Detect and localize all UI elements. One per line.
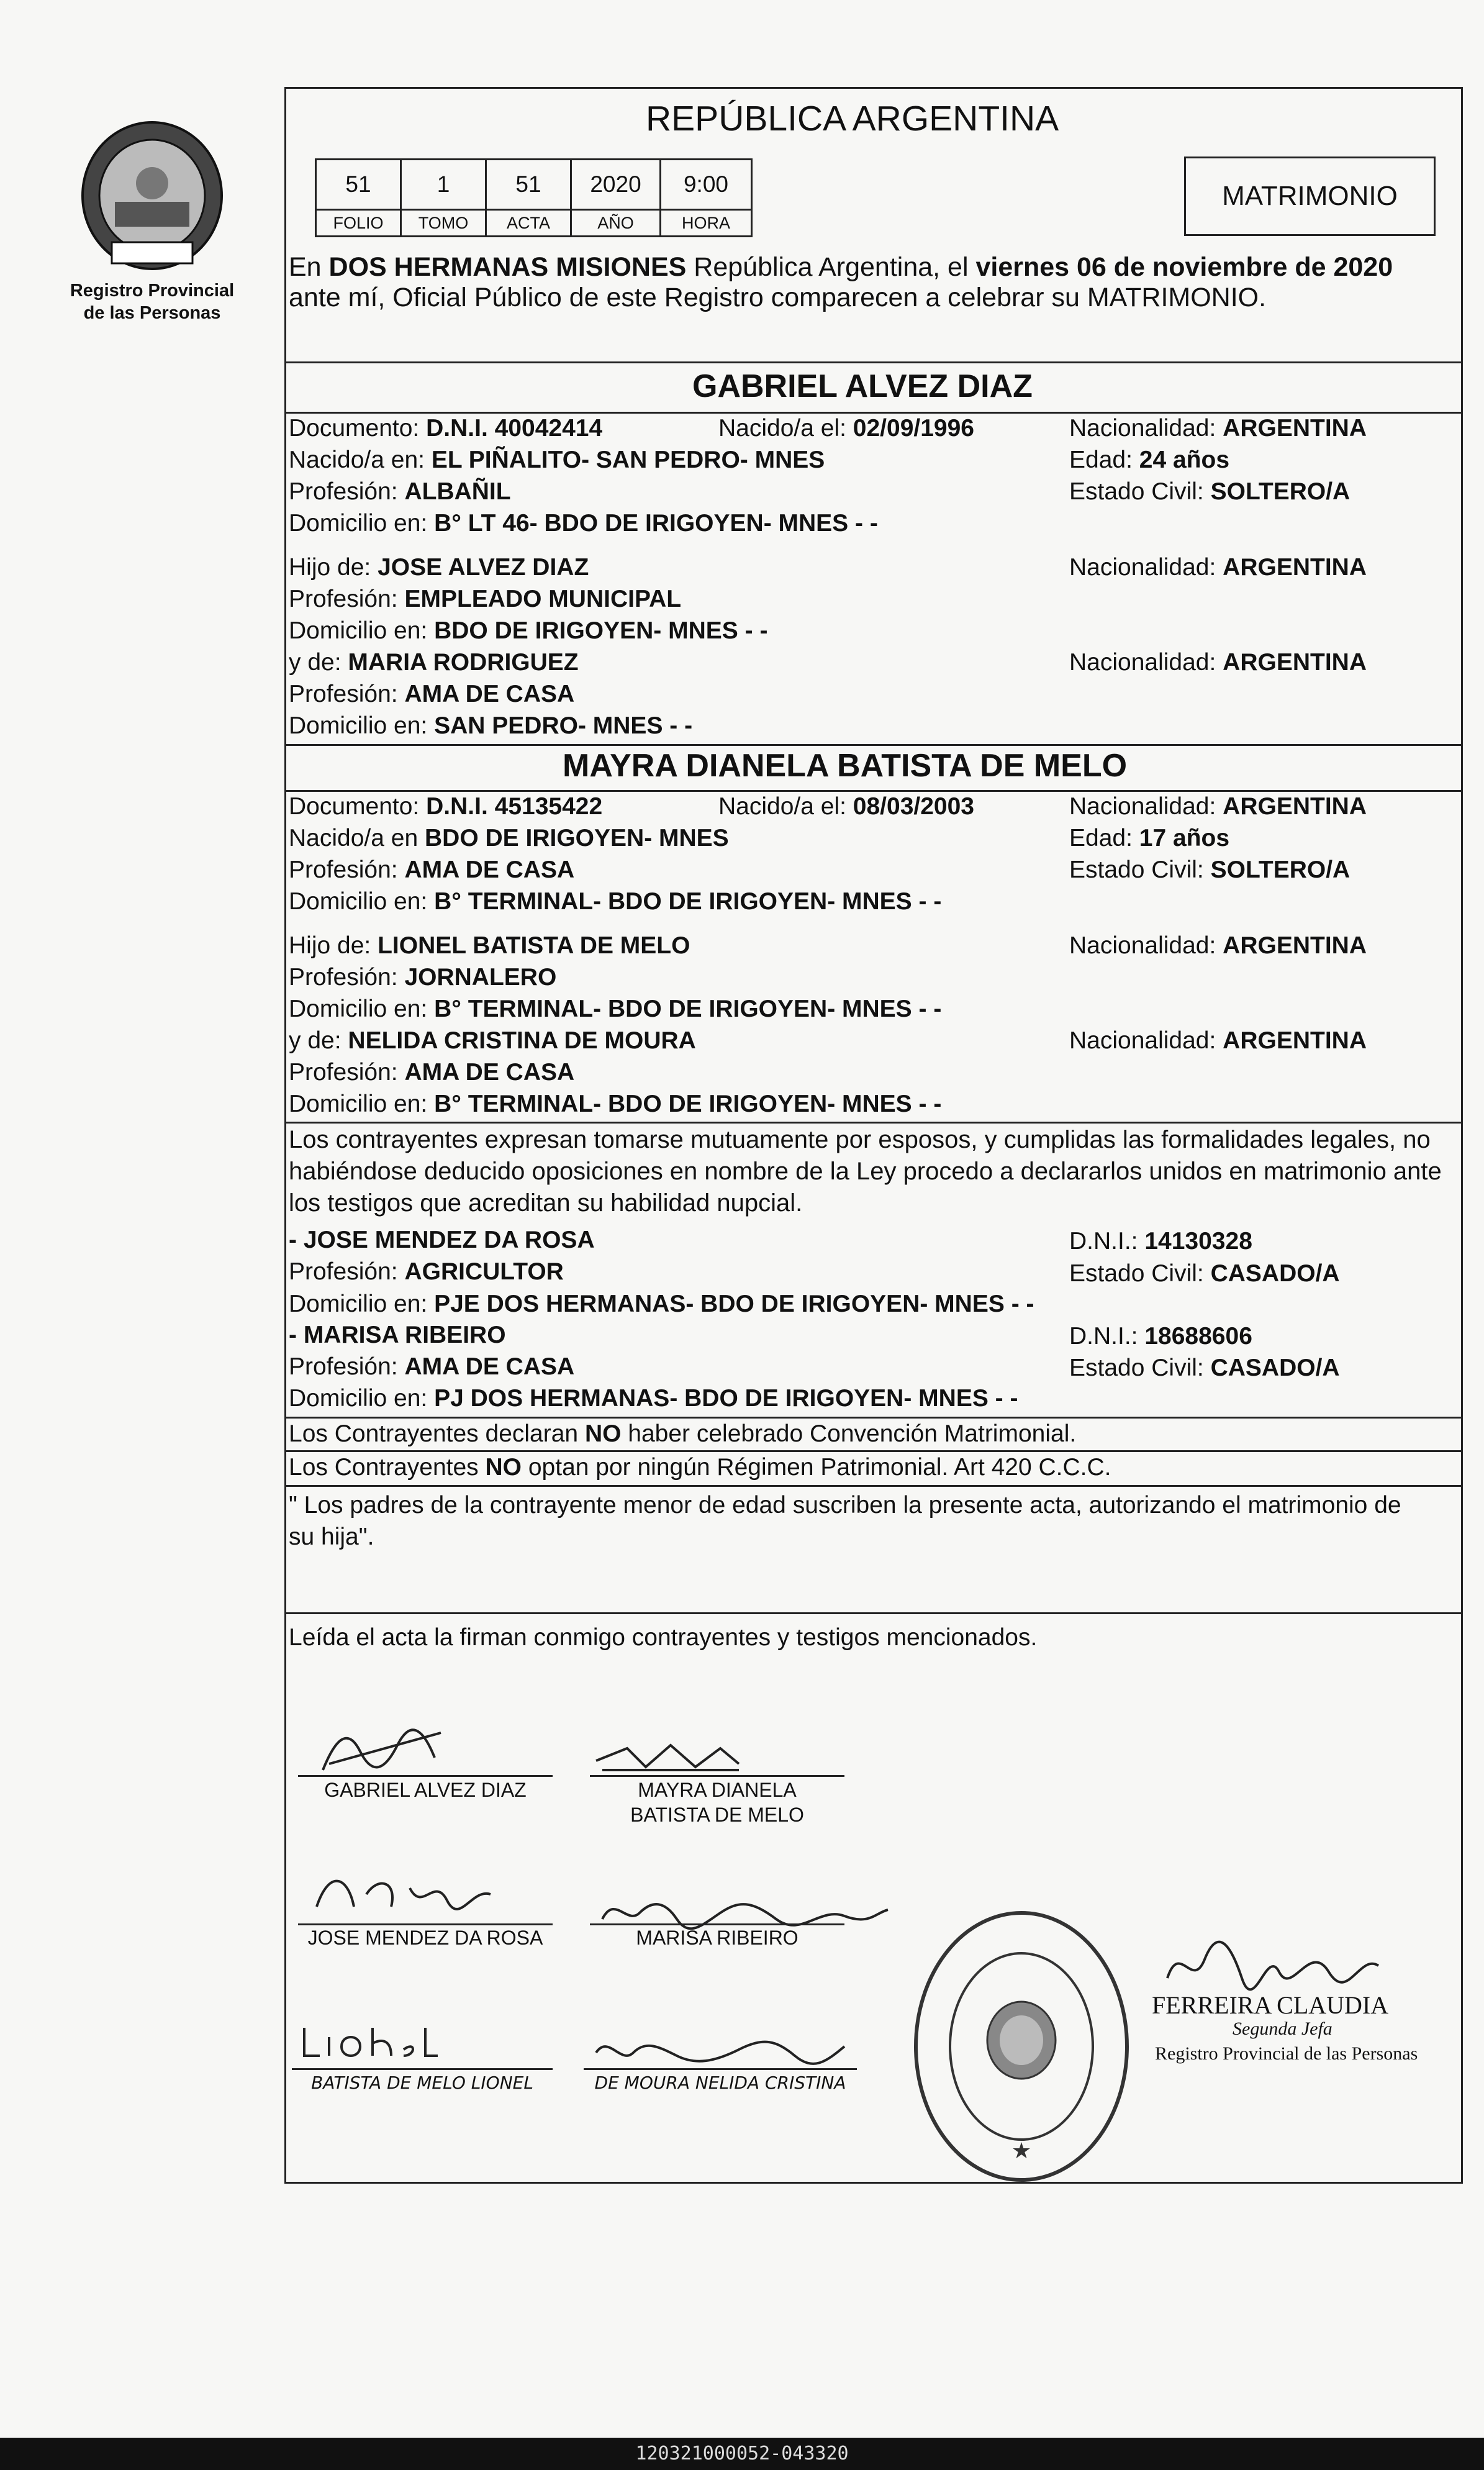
spouse1-nacido-el: Nacido/a el: 02/09/1996 bbox=[718, 415, 974, 442]
spouse1-estado-civil: Estado Civil: SOLTERO/A bbox=[1069, 478, 1351, 505]
logo-caption-line2: de las Personas bbox=[83, 303, 221, 323]
signature-line bbox=[298, 1775, 553, 1777]
witness2-dni: D.N.I.: 18688606 bbox=[1069, 1323, 1252, 1350]
intro-line-2: ante mí, Oficial Público de este Registro comparecen a celebrar su MATRIMONIO. bbox=[289, 283, 1267, 312]
spouse2-nacido-el: Nacido/a el: 08/03/2003 bbox=[718, 793, 974, 820]
spouse1-madre: y de: MARIA RODRIGUEZ bbox=[289, 649, 579, 676]
logo-caption-line1: Registro Provincial bbox=[70, 281, 235, 301]
registry-stamp bbox=[910, 1904, 1133, 2189]
signature-label-6: DE MOURA NELIDA CRISTINA bbox=[594, 2073, 846, 2093]
official-name: FERREIRA CLAUDIA bbox=[1152, 1991, 1389, 2019]
official-role: Segunda Jefa bbox=[1233, 2018, 1332, 2039]
witness1-profesion: Profesión: AGRICULTOR bbox=[289, 1258, 564, 1285]
signature-label-3: JOSE MENDEZ DA ROSA bbox=[307, 1927, 543, 1949]
spouse1-profesion: Profesión: ALBAÑIL bbox=[289, 478, 511, 505]
registry-logo bbox=[75, 118, 230, 273]
hora-label: HORA bbox=[659, 209, 753, 237]
declaration-line-3: los testigos que acreditan su habilidad nupcial. bbox=[289, 1189, 803, 1217]
signature-scribble-2 bbox=[590, 1736, 751, 1779]
folio-label: FOLIO bbox=[315, 209, 402, 237]
spouse2-documento: Documento: D.N.I. 45135422 bbox=[289, 793, 603, 820]
signature-scribble-5 bbox=[292, 2018, 441, 2068]
signature-scribble-1 bbox=[310, 1714, 453, 1782]
witness2-name: - MARISA RIBEIRO bbox=[289, 1322, 506, 1348]
witness1-domicilio: Domicilio en: PJE DOS HERMANAS- BDO DE IRIGOYEN- MNES - - bbox=[289, 1291, 1034, 1317]
signature-line bbox=[584, 2068, 857, 2070]
divider bbox=[284, 744, 1463, 746]
signature-label-4: MARISA RIBEIRO bbox=[636, 1927, 799, 1949]
tomo-label: TOMO bbox=[400, 209, 487, 237]
spouse1-nacido-en: Nacido/a en: EL PIÑALITO- SAN PEDRO- MNES bbox=[289, 447, 825, 473]
spouse2-edad: Edad: 17 años bbox=[1069, 825, 1230, 851]
signature-line bbox=[292, 2068, 553, 2070]
spouse2-madre-domicilio: Domicilio en: B° TERMINAL- BDO DE IRIGOYEN- MNES - - bbox=[289, 1091, 942, 1117]
witness2-estado-civil: Estado Civil: CASADO/A bbox=[1069, 1355, 1340, 1381]
svg-text:★: ★ bbox=[1011, 2138, 1032, 2163]
anio-label: AÑO bbox=[570, 209, 661, 237]
document-title: REPÚBLICA ARGENTINA bbox=[646, 99, 1059, 138]
divider bbox=[284, 1450, 1463, 1452]
footer-bar bbox=[0, 2438, 1484, 2470]
spouse1-nacionalidad: Nacionalidad: ARGENTINA bbox=[1069, 415, 1367, 442]
spouse2-estado-civil: Estado Civil: SOLTERO/A bbox=[1069, 856, 1351, 883]
spouse1-madre-profesion: Profesión: AMA DE CASA bbox=[289, 681, 575, 707]
signature-line bbox=[590, 1775, 844, 1777]
logo-caption bbox=[56, 279, 248, 324]
signature-label-1: GABRIEL ALVEZ DIAZ bbox=[324, 1779, 527, 1801]
circular-stamp-icon bbox=[910, 1904, 1133, 2189]
spouse2-padre-nacionalidad: Nacionalidad: ARGENTINA bbox=[1069, 932, 1367, 959]
record-type-box bbox=[1184, 157, 1436, 236]
intro-date: viernes 06 de noviembre de 2020 bbox=[975, 252, 1393, 282]
spouse1-madre-nacionalidad: Nacionalidad: ARGENTINA bbox=[1069, 649, 1367, 676]
folio-value: 51 bbox=[315, 158, 402, 211]
spouse2-nacionalidad: Nacionalidad: ARGENTINA bbox=[1069, 793, 1367, 820]
official-org: Registro Provincial de las Personas bbox=[1155, 2043, 1418, 2064]
divider bbox=[284, 1612, 1463, 1614]
spouse1-name: GABRIEL ALVEZ DIAZ bbox=[692, 368, 1033, 404]
spouse2-madre-profesion: Profesión: AMA DE CASA bbox=[289, 1059, 575, 1086]
spouse2-madre-nacionalidad: Nacionalidad: ARGENTINA bbox=[1069, 1027, 1367, 1054]
witness2-domicilio: Domicilio en: PJ DOS HERMANAS- BDO DE IRIGOYEN- MNES - - bbox=[289, 1385, 1018, 1412]
spouse2-padre-profesion: Profesión: JORNALERO bbox=[289, 964, 557, 991]
spouse1-padre-nacionalidad: Nacionalidad: ARGENTINA bbox=[1069, 554, 1367, 581]
spouse2-padre-domicilio: Domicilio en: B° TERMINAL- BDO DE IRIGOYEN- MNES - - bbox=[289, 996, 942, 1022]
spouse1-padre: Hijo de: JOSE ALVEZ DIAZ bbox=[289, 554, 589, 581]
signature-label-2a: MAYRA DIANELA bbox=[638, 1779, 797, 1801]
signature-label-2b: BATISTA DE MELO bbox=[630, 1804, 804, 1826]
spouse1-madre-domicilio: Domicilio en: SAN PEDRO- MNES - - bbox=[289, 712, 693, 739]
divider bbox=[284, 1122, 1463, 1124]
spouse1-domicilio: Domicilio en: B° LT 46- BDO DE IRIGOYEN- MNES - - bbox=[289, 510, 878, 537]
note-line-2: su hija". bbox=[289, 1523, 374, 1550]
witness2-profesion: Profesión: AMA DE CASA bbox=[289, 1353, 575, 1380]
spouse2-domicilio: Domicilio en: B° TERMINAL- BDO DE IRIGOYEN- MNES - - bbox=[289, 888, 942, 915]
declaration-line-2: habiéndose deducido oposiciones en nombre de la Ley procedo a declararlos unidos en matrimonio ante bbox=[289, 1158, 1442, 1185]
signature-label-5: BATISTA DE MELO LIONEL bbox=[311, 2073, 533, 2093]
anio-value: 2020 bbox=[570, 158, 661, 211]
divider bbox=[284, 1417, 1463, 1419]
divider bbox=[284, 361, 1463, 363]
acta-value: 51 bbox=[485, 158, 572, 211]
record-type: MATRIMONIO bbox=[1222, 181, 1398, 211]
regimen-statement: Los Contrayentes NO optan por ningún Régimen Patrimonial. Art 420 C.C.C. bbox=[289, 1454, 1111, 1481]
spouse1-edad: Edad: 24 años bbox=[1069, 447, 1230, 473]
intro-mid: República Argentina, el bbox=[686, 252, 976, 282]
note-line-1: " Los padres de la contrayente menor de edad suscriben la presente acta, autorizando el matrimonio de bbox=[289, 1492, 1401, 1519]
signature-scribble-6 bbox=[590, 2028, 863, 2071]
intro-place: DOS HERMANAS MISIONES bbox=[328, 252, 687, 282]
spouse1-padre-profesion: Profesión: EMPLEADO MUNICIPAL bbox=[289, 586, 682, 612]
divider bbox=[284, 1485, 1463, 1487]
witness1-name: - JOSE MENDEZ DA ROSA bbox=[289, 1227, 595, 1253]
hora-value: 9:00 bbox=[659, 158, 753, 211]
signature-scribble-3 bbox=[304, 1857, 515, 1925]
witness1-dni: D.N.I.: 14130328 bbox=[1069, 1228, 1252, 1255]
tomo-value: 1 bbox=[400, 158, 487, 211]
spouse2-padre: Hijo de: LIONEL BATISTA DE MELO bbox=[289, 932, 690, 959]
spouse1-documento: Documento: D.N.I. 40042414 bbox=[289, 415, 603, 442]
spouse2-profesion: Profesión: AMA DE CASA bbox=[289, 856, 575, 883]
footer-code: 120321000052-043320 bbox=[635, 2443, 849, 2464]
spouse2-nacido-en: Nacido/a en BDO DE IRIGOYEN- MNES bbox=[289, 825, 729, 851]
declaration-line-1: Los contrayentes expresan tomarse mutuamente por esposos, y cumplidas las formalidades legales, no bbox=[289, 1126, 1431, 1153]
coat-of-arms-icon bbox=[75, 118, 230, 273]
acta-label: ACTA bbox=[485, 209, 572, 237]
spouse2-name: MAYRA DIANELA BATISTA DE MELO bbox=[563, 748, 1128, 784]
intro-prefix: En bbox=[289, 252, 329, 282]
intro-line-1 bbox=[289, 252, 1393, 282]
closing-statement: Leída el acta la firman conmigo contrayentes y testigos mencionados. bbox=[289, 1624, 1038, 1651]
witness1-estado-civil: Estado Civil: CASADO/A bbox=[1069, 1260, 1340, 1287]
convencion-statement: Los Contrayentes declaran NO haber celebrado Convención Matrimonial. bbox=[289, 1420, 1077, 1447]
spouse2-madre: y de: NELIDA CRISTINA DE MOURA bbox=[289, 1027, 696, 1054]
spouse1-padre-domicilio: Domicilio en: BDO DE IRIGOYEN- MNES - - bbox=[289, 617, 768, 644]
